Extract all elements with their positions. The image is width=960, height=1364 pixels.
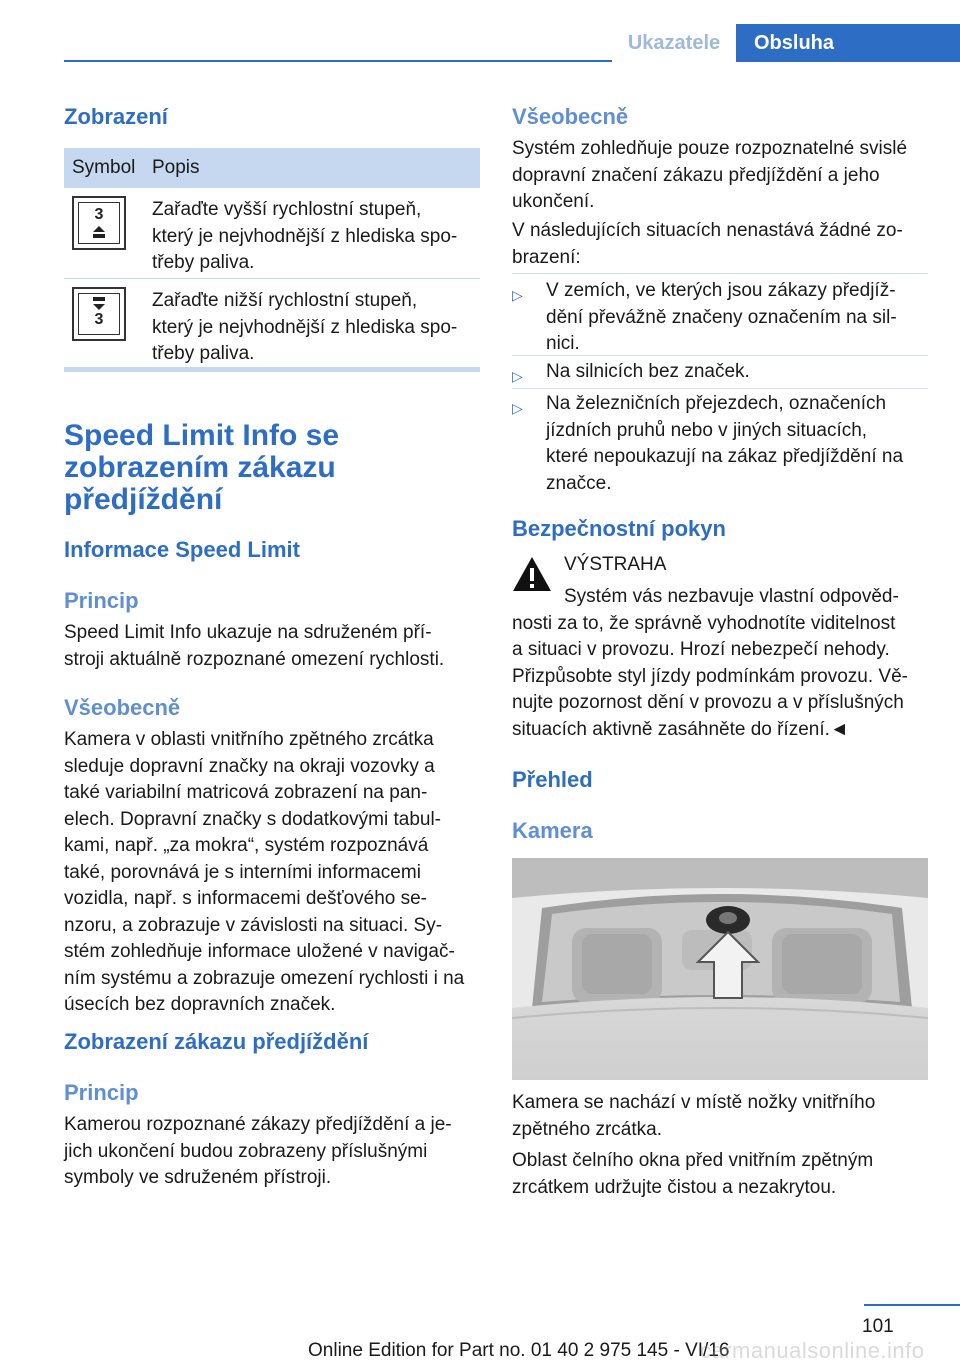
princip2-heading: Princip [64,1080,139,1105]
princip-heading: Princip [64,588,139,613]
triangle-bullet-icon: ▷ [512,400,523,416]
vseobecne-heading-left: Všeobecně [64,695,181,720]
vseobecne-text-line: Kamera v oblasti vnitřního zpětného zrcátka [64,729,434,750]
row1-desc-line2: který je nejvhodnější z hlediska spo- [152,225,458,247]
gear-up-3-icon: 3 [72,196,126,250]
warning-line: nosti za to, že správně vyhodnotíte viditelnost [512,612,896,634]
vseobecne-text-line: stém zohledňuje informace uložené v navigač- [64,941,455,962]
row1-desc-line1: Zařaďte vyšší rychlostní stupeň, [152,199,422,220]
list-divider [512,273,928,274]
warning-line: Systém vás nezbavuje vlastní odpověd- [564,586,899,607]
princip2-text-line1: Kamerou rozpoznané zákazy předjíždění a je- [64,1114,452,1135]
camera-location-image [512,858,928,1080]
vseobecne-text-line: ním systému a zobrazuje omezení rychlosti i na [64,967,465,989]
warning-title: VÝSTRAHA [564,554,667,575]
page-number: 101 [862,1316,894,1337]
princip2-text-line2: jich ukončení budou zobrazeny příslušnými [64,1140,428,1162]
zobrazeni-heading: Zobrazení [64,104,168,129]
section-title-line1: Speed Limit Info se [64,419,340,452]
warning-line: situacích aktivně zasáhněte do řízení.◄ [512,718,849,740]
vseobecne-text-line: také variabilní matricová zobrazení na pan- [64,782,428,803]
bezpecnostni-heading: Bezpečnostní pokyn [512,516,726,541]
footer-rule [864,1304,960,1306]
col-symbol-header: Symbol [72,157,136,178]
tab-ukazatele[interactable]: Ukazatele [612,24,736,62]
list-divider [512,388,928,389]
vseobecne-text-line: také, porovnává je s interními informacemi [64,861,421,883]
section-title-line2: zobrazením zákazu [64,451,336,484]
table-bottom-rule [64,367,480,372]
vseobecne-text-line: kami, např. „za mokra“, systém rozpoznává [64,835,429,856]
intro-line3: ukončení. [512,191,595,212]
tab-obsluha[interactable]: Obsluha [736,24,960,62]
situations-intro-line1: V následujících situacích nenastává žádné zo- [512,220,903,241]
caption-line1: Kamera se nachází v místě nožky vnitřního [512,1092,876,1113]
vseobecne-text-line: sleduje dopravní značky na okraji vozovky a [64,755,435,777]
intro-line2: dopravní značení zákazu předjíždění a jeho [512,164,880,186]
kamera-heading: Kamera [512,818,593,843]
warning-line: Přizpůsobte styl jízdy podmínkám provozu. Vě- [512,665,909,687]
prehled-heading: Přehled [512,767,593,792]
princip-text-line1: Speed Limit Info ukazuje na sdruženém pří- [64,622,432,643]
vseobecne-text-line: vozidla, např. s informacemi dešťového se- [64,888,428,909]
intro-line1: Systém zohledňuje pouze rozpoznatelné svislé [512,138,908,159]
symbol-table-header [64,148,480,188]
informace-heading: Informace Speed Limit [64,537,300,562]
row2-desc-line2: který je nejvhodnější z hlediska spo- [152,316,458,338]
princip-text-line2: stroji aktuálně rozpoznané omezení rychlosti. [64,648,445,670]
vseobecne-text-line: úsecích bez dopravních značek. [64,994,336,1015]
edition-footer: Online Edition for Part no. 01 40 2 975 145 - VI/16 [308,1340,730,1361]
triangle-bullet-icon: ▷ [512,368,523,384]
vseobecne-text-line: nzoru, a zobrazuje v závislosti na situaci. Sy- [64,914,443,936]
list-divider [512,355,928,356]
caption-line2: zpětného zrcátka. [512,1118,662,1140]
warning-triangle-icon [512,556,552,592]
situations-intro-line2: brazení: [512,246,581,268]
watermark: carmanualsonline.info [700,1338,925,1363]
section-title-line3: předjíždění [64,483,223,516]
triangle-bullet-icon: ▷ [512,287,523,303]
row1-desc-line3: třeby paliva. [152,252,255,273]
row2-desc-line3: třeby paliva. [152,343,255,364]
caption2-line1: Oblast čelního okna před vnitřním zpětným [512,1150,874,1171]
vseobecne-text-line: elech. Dopravní značky s dodatkovými tabul- [64,808,442,830]
col-popis-header: Popis [152,157,200,178]
vseobecne-heading-right: Všeobecně [512,104,629,129]
princip2-text-line3: symboly ve sdruženém přístroji. [64,1167,332,1188]
zakaz-heading: Zobrazení zákazu předjíždění [64,1029,369,1054]
warning-line: nujte pozornost dění v provozu a v příslušných [512,692,904,713]
table-row-divider [64,278,480,279]
warning-line: a situaci v provozu. Hrozí nebezpečí nehody. [512,639,890,660]
gear-down-3-icon: 3 [72,287,126,341]
caption2-line2: zrcátkem udržujte čistou a nezakrytou. [512,1176,837,1198]
row2-desc-line1: Zařaďte nižší rychlostní stupeň, [152,290,418,311]
